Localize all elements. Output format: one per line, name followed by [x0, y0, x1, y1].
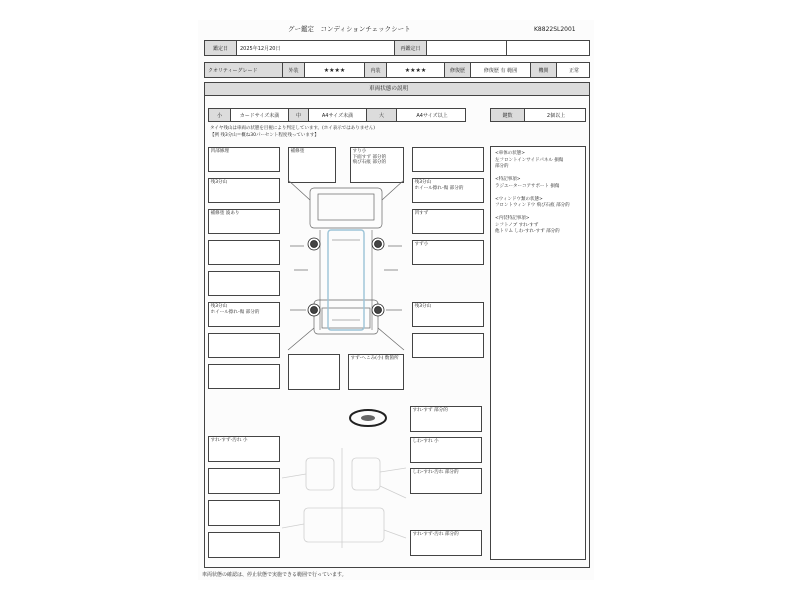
top-box-2: すり小 下面すず 部分的 飛び石痕 部分的: [350, 147, 404, 183]
scale-medium-desc: A4サイズ未満: [309, 109, 367, 121]
left-box-1: 凹部修理: [208, 147, 280, 172]
remarks-line: <車体の状態>: [495, 151, 526, 156]
right-box-6: [412, 333, 484, 358]
repair-label: 修復歴: [445, 63, 471, 77]
wheel-front-left: [308, 238, 320, 250]
wheel-front-right: [372, 238, 384, 250]
right-box-3: 凹すず: [412, 209, 484, 234]
scale-medium: 中: [289, 109, 309, 121]
interior-left-box-2: [208, 468, 280, 494]
left-box-2: 残3分山: [208, 178, 280, 203]
remarks-line: 部分的: [495, 164, 509, 170]
remarks-line: 他トリム しわ-すれ-すず 部分的: [495, 229, 560, 235]
keys-label: 鍵数: [491, 109, 525, 121]
keys-row: [490, 108, 586, 122]
tire-note-2: 【例 残3分山＝概ね30パーセント程度残っています】: [210, 133, 319, 138]
right-box-2: 残3分山 ホイール擦れ-傷 部分的: [412, 178, 484, 203]
tire-note-1: タイヤ残山は車両の状態を目視により判定しています。(ホイ表示ではありません): [210, 126, 376, 131]
remarks-line: シフトノブ すれ-すず: [495, 222, 539, 228]
left-box-4: [208, 240, 280, 265]
scale-legend: [208, 108, 466, 122]
keys-value: 2個以上: [546, 112, 566, 119]
section-title: 車両状態の説明: [369, 86, 409, 92]
blank-cell: [507, 41, 591, 55]
scale-large: 大: [367, 109, 397, 121]
interior-stars: ★★★★: [387, 63, 445, 77]
left-box-6: 残3分山 ホイール擦れ-傷 部分的: [208, 302, 280, 327]
interior-left-box-4: [208, 532, 280, 558]
left-box-5: [208, 271, 280, 296]
remarks-line: 左フロントインサイドパネル 損傷: [495, 157, 564, 163]
interior-right-box-1: すれ-すず 部分的: [410, 406, 482, 432]
exterior-label: 外装: [283, 63, 305, 77]
function-label: 機関: [531, 63, 557, 77]
interior-left-box-3: [208, 500, 280, 526]
right-box-5: 残3分山: [412, 302, 484, 327]
quality-row: [204, 62, 590, 78]
remarks-line: <ウィンドウ類の状態>: [495, 196, 543, 202]
reinspect-date-value: [427, 41, 507, 55]
section-title-bar: [204, 82, 590, 96]
remarks-panel: [490, 146, 586, 560]
footer-note: 車両状態の確認は、停止状態で実施できる範囲で行っています。: [202, 572, 347, 578]
sheet-title: グー鑑定 コンディションチェックシート: [288, 25, 411, 33]
remarks-line: <内装特記事項>: [495, 216, 530, 222]
wheel-rear-right: [372, 304, 384, 316]
exterior-stars: ★★★★: [305, 63, 365, 77]
wheel-rear-left: [308, 304, 320, 316]
interior-right-box-3: しわ-すれ-汚れ 部分的: [410, 468, 482, 494]
bottom-box-2: すず-へこみ(小) 数箇所: [348, 354, 404, 390]
scale-small-desc: カードサイズ未満: [231, 109, 289, 121]
right-box-1: [412, 147, 484, 172]
car-top-view-diagram: [284, 180, 408, 350]
top-box-1: 補修塗: [288, 147, 336, 183]
left-box-7: [208, 333, 280, 358]
bottom-box-1: [288, 354, 340, 390]
quality-grade-label: クオリティーグレード: [205, 63, 283, 77]
repair-value: 修復歴 有 範囲: [471, 63, 531, 77]
function-value: 正常: [568, 67, 579, 74]
sheet-id: K8822SL2001: [534, 26, 576, 33]
remarks-line: ラジエーターコアサポート 損傷: [495, 183, 560, 189]
interior-label: 内装: [365, 63, 387, 77]
interior-right-box-2: しわ-すれ 小: [410, 437, 482, 463]
steering-wheel-icon: [348, 408, 388, 428]
left-box-3: 補修塗 波あり: [208, 209, 280, 234]
inspect-date-label: 鑑定日: [205, 41, 237, 55]
scale-large-desc: A4サイズ以上: [416, 112, 448, 119]
interior-seat-diagram: [282, 438, 406, 558]
scale-small: 小: [209, 109, 231, 121]
inspect-date-value: 2025年12月20日: [237, 41, 395, 55]
left-box-8: [208, 364, 280, 389]
remarks-line: <特記事項>: [495, 177, 521, 183]
dates-row: [204, 40, 590, 56]
right-box-4: すず小: [412, 240, 484, 265]
interior-right-box-4: すれ-すず-汚れ 部分的: [410, 530, 482, 556]
remarks-line: フロントウィンドウ 飛び石痕 部分的: [495, 203, 570, 209]
condition-check-sheet: [198, 20, 594, 580]
interior-left-box-1: すれ-すず-汚れ 小: [208, 436, 280, 462]
remarks-text: [495, 151, 570, 236]
reinspect-date-label: 再鑑定日: [395, 41, 427, 55]
